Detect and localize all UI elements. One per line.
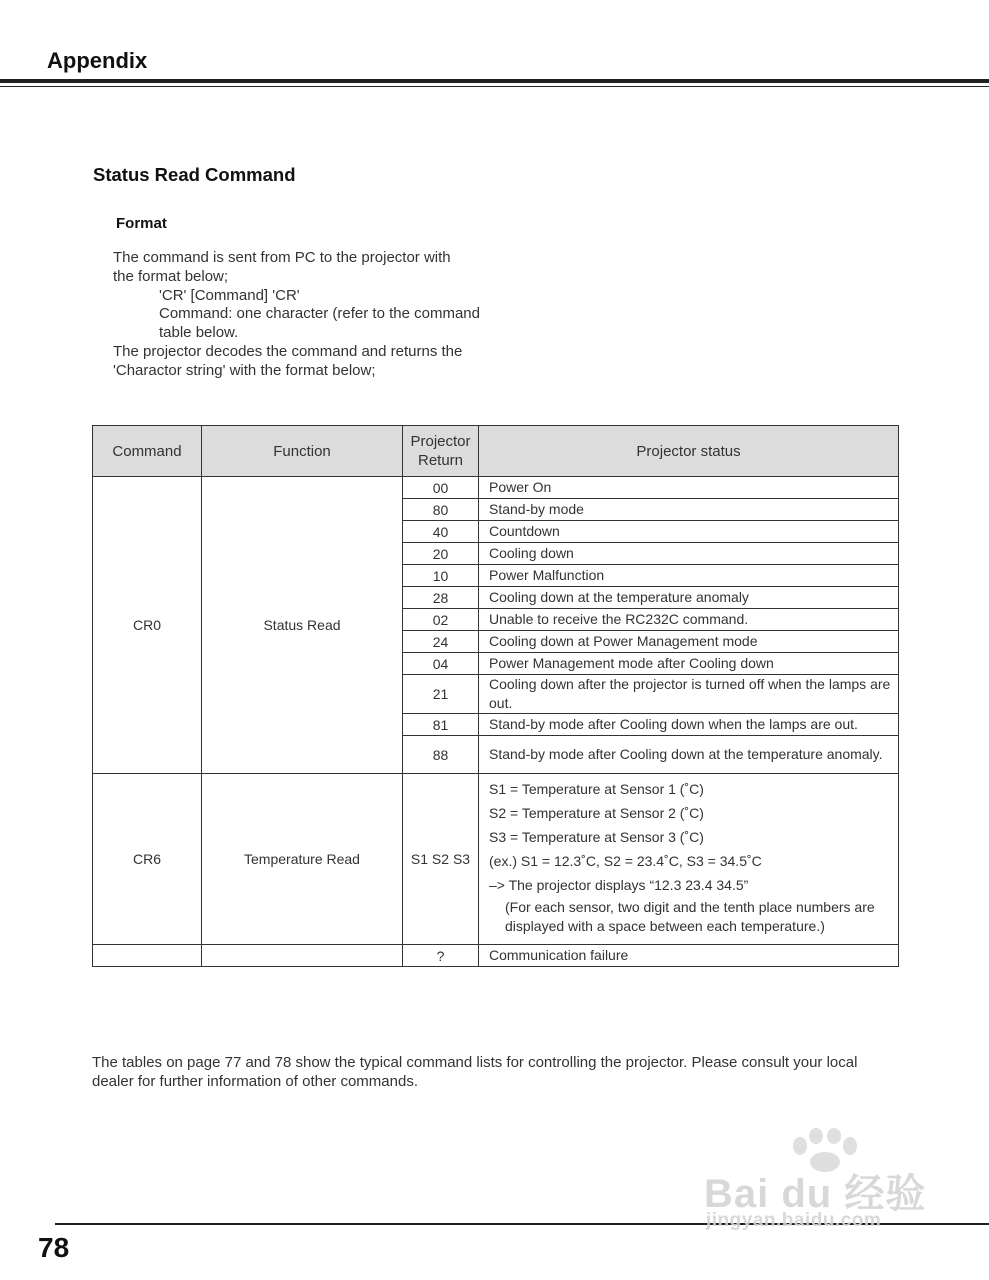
status-text: Power On xyxy=(479,477,899,499)
return-code: 24 xyxy=(403,631,479,653)
cr6-command-cell: CR6 xyxy=(93,774,202,945)
cr0-command-cell: CR0 xyxy=(93,477,202,774)
header-projector-return xyxy=(403,426,479,477)
temperature-line: (ex.) S1 = 12.3˚C, S2 = 23.4˚C, S3 = 34.5˚C xyxy=(489,853,762,869)
header-rule-thin xyxy=(0,86,989,87)
return-code: 04 xyxy=(403,653,479,675)
footer-paragraph: The tables on page 77 and 78 show the typical command lists for controlling the projector. Please consult your local dealer for further information of other commands. xyxy=(92,1054,858,1090)
return-code: 81 xyxy=(403,714,479,736)
section-title: Status Read Command xyxy=(93,164,296,185)
status-text: Countdown xyxy=(479,521,899,543)
status-text: Stand-by mode after Cooling down at the temperature anomaly. xyxy=(479,736,899,774)
temperature-note: (For each sensor, two digit and the tenth place numbers are displayed with a space between each temperature.) xyxy=(505,899,875,934)
intro-line: 'Charactor string' with the format below; xyxy=(113,361,376,379)
header-function: Function xyxy=(202,426,403,477)
status-text: Power Malfunction xyxy=(479,565,899,587)
return-code: 21 xyxy=(403,675,479,714)
format-subtitle: Format xyxy=(116,215,167,232)
cr6-return-code: S1 S2 S3 xyxy=(403,774,479,945)
return-code: 80 xyxy=(403,499,479,521)
return-code: 20 xyxy=(403,543,479,565)
watermark-logo: Bai du 经验 xyxy=(704,1172,927,1216)
header-command: Command xyxy=(93,426,202,477)
intro-line: Command: one character (refer to the command xyxy=(159,305,480,323)
intro-line: The command is sent from PC to the projector with xyxy=(113,249,451,266)
table-row xyxy=(93,477,899,499)
page-number: 78 xyxy=(38,1232,70,1263)
temperature-status-cell xyxy=(479,774,899,945)
empty-cell xyxy=(93,945,202,967)
status-text: Cooling down xyxy=(479,543,899,565)
temperature-line: S1 = Temperature at Sensor 1 (˚C) xyxy=(489,781,704,797)
status-text: Communication failure xyxy=(479,945,899,967)
temperature-line: S2 = Temperature at Sensor 2 (˚C) xyxy=(489,805,704,821)
status-text: Cooling down at Power Management mode xyxy=(479,631,899,653)
status-text: Cooling down after the projector is turned off when the lamps are out. xyxy=(479,675,899,714)
return-code: 40 xyxy=(403,521,479,543)
table-header-row xyxy=(93,426,899,477)
status-text: Stand-by mode xyxy=(479,499,899,521)
intro-line: The projector decodes the command and returns the xyxy=(113,342,463,360)
table-row-failure xyxy=(93,945,899,967)
intro-line: 'CR' [Command] 'CR' xyxy=(159,286,300,304)
return-code: 02 xyxy=(403,609,479,631)
return-code: 00 xyxy=(403,477,479,499)
return-code: 10 xyxy=(403,565,479,587)
status-text: Unable to receive the RC232C command. xyxy=(479,609,899,631)
watermark-url: jingyan.baidu.com xyxy=(706,1210,882,1231)
page-header-title: Appendix xyxy=(47,48,148,73)
return-code: 28 xyxy=(403,587,479,609)
return-code: 88 xyxy=(403,736,479,774)
header-return-line2: Return xyxy=(417,452,464,469)
status-text: Power Management mode after Cooling down xyxy=(479,653,899,675)
baidu-watermark xyxy=(700,1128,940,1238)
temperature-line: –> The projector displays “12.3 23.4 34.5” xyxy=(489,877,749,893)
intro-paragraph xyxy=(113,249,480,381)
empty-cell xyxy=(202,945,403,967)
return-code: ? xyxy=(403,945,479,967)
temperature-line: S3 = Temperature at Sensor 3 (˚C) xyxy=(489,829,704,845)
cr0-function-cell: Status Read xyxy=(202,477,403,774)
header-projector-status: Projector status xyxy=(479,426,899,477)
cr6-function-cell: Temperature Read xyxy=(202,774,403,945)
status-text: Cooling down at the temperature anomaly xyxy=(479,587,899,609)
table-row-temperature xyxy=(93,774,899,945)
status-command-table xyxy=(92,425,899,967)
status-text: Stand-by mode after Cooling down when the lamps are out. xyxy=(479,714,899,736)
intro-line: table below. xyxy=(159,324,239,342)
intro-line: the format below; xyxy=(113,267,229,285)
header-return-line1: Projector xyxy=(410,433,471,450)
header-rule-thick xyxy=(0,79,989,83)
